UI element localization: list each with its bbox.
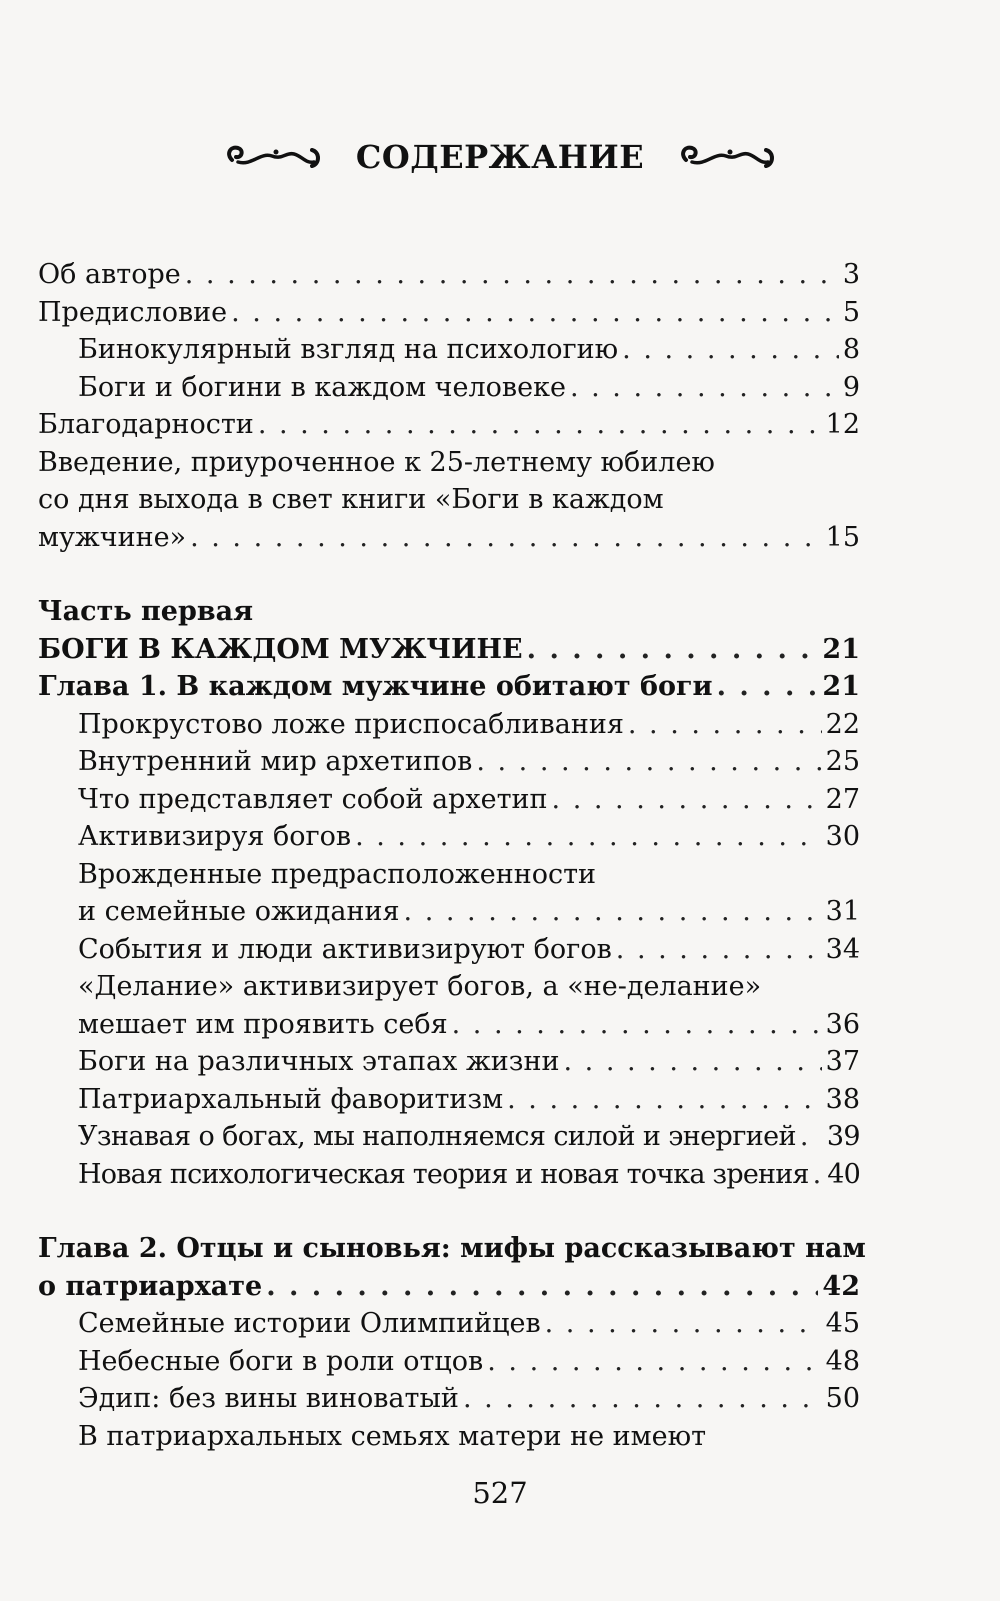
ornament-left-icon (224, 140, 322, 174)
toc-entry-ch1-s1[interactable]: Прокрустово ложе приспосабливания . . . 22 (38, 706, 860, 744)
leader-dots (570, 369, 839, 407)
toc-entry-preface[interactable]: Предисловие . . . 5 (38, 294, 860, 332)
toc-entry-ch1-s8[interactable]: Боги на различных этапах жизни . . . 37 (38, 1043, 860, 1081)
leader-dots (564, 1043, 822, 1081)
toc-entry-binocular[interactable]: Бинокулярный взгляд на психологию . . . 8 (38, 331, 860, 369)
leader-dots (487, 1343, 821, 1381)
leader-dots (266, 1268, 818, 1306)
page-ref: 42 (822, 1270, 860, 1302)
page-ref: 36 (825, 1008, 860, 1040)
toc-entry-ch2-s4-line1[interactable]: В патриархальных семьях матери не имеют (78, 1420, 707, 1452)
page-ref: 37 (825, 1046, 860, 1077)
toc-entry-ch1-s3[interactable]: Что представляет собой архетип . . . 27 (38, 781, 860, 819)
page-ref: 45 (825, 1308, 860, 1339)
leader-dots (628, 706, 822, 744)
leader-dots (813, 1156, 824, 1194)
leader-dots (507, 1081, 822, 1119)
leader-dots (622, 331, 839, 369)
leader-dots (463, 1380, 822, 1418)
toc-entry-about-author[interactable]: Об авторе . . . 3 (38, 256, 860, 294)
page-ref: 9 (842, 371, 860, 403)
toc-entry-gods-goddesses[interactable]: Боги и богини в каждом человеке . . . 9 (38, 369, 860, 407)
leader-dots (552, 781, 822, 819)
leader-dots (231, 294, 839, 332)
toc-entry-ch1-s10[interactable]: Узнавая о богах, мы наполняемся силой и энергией . . . 39 (38, 1118, 860, 1156)
table-of-contents (38, 256, 866, 1455)
toc-entry-ch1-s11[interactable]: Новая психологическая теория и новая точка зрения . . . 40 (38, 1156, 860, 1194)
leader-dots (800, 1118, 823, 1156)
leader-dots (185, 256, 839, 294)
toc-entry-ch1-s7-line1[interactable]: «Делание» активизирует богов, а «не-делание» (78, 971, 762, 1002)
page-ref: 5 (842, 296, 860, 328)
page-ref: 48 (825, 1345, 860, 1377)
page-ref: 21 (822, 633, 860, 665)
page-ref: 3 (842, 259, 860, 290)
toc-entry-chapter1[interactable]: Глава 1. В каждом мужчине обитают боги . . . 21 (38, 668, 860, 706)
leader-dots (258, 406, 822, 444)
toc-entry-ch1-s5-line1[interactable]: Врожденные предрасположенности (78, 858, 597, 890)
page-ref: 30 (825, 821, 860, 852)
toc-entry-ch2-s2[interactable]: Небесные боги в роли отцов . . . 48 (38, 1343, 860, 1381)
contents-heading (0, 138, 1000, 176)
part-label: Часть первая (38, 596, 254, 627)
toc-entry-ch2-s3[interactable]: Эдип: без вины виноватый . . . 50 (38, 1380, 860, 1418)
toc-entry-intro-line1[interactable]: Введение, приуроченное к 25-летнему юбилею (38, 446, 715, 478)
page-ref: 39 (826, 1121, 860, 1152)
toc-entry-ch1-s2[interactable]: Внутренний мир архетипов . . . 25 (38, 743, 860, 781)
leader-dots (717, 668, 819, 706)
leader-dots (527, 631, 819, 669)
leader-dots (616, 931, 822, 969)
toc-entry-ch1-s6[interactable]: События и люди активизируют богов . . . 34 (38, 931, 860, 969)
toc-entry-part1[interactable]: БОГИ В КАЖДОМ МУЖЧИНЕ . . . 21 (38, 631, 860, 669)
toc-entry-chapter2-line2[interactable]: о патриархате . . . 42 (38, 1268, 860, 1306)
toc-entry-thanks[interactable]: Благодарности . . . 12 (38, 406, 860, 444)
page-ref: 34 (825, 933, 860, 965)
toc-entry-intro-line2[interactable]: со дня выхода в свет книги «Боги в каждом (38, 484, 664, 515)
toc-entry-ch1-s9[interactable]: Патриархальный фаворитизм . . . 38 (38, 1081, 860, 1119)
ornament-right-icon (678, 140, 776, 174)
page-ref: 50 (825, 1383, 860, 1414)
leader-dots (355, 818, 822, 856)
leader-dots (545, 1305, 822, 1343)
toc-entry-ch2-s1[interactable]: Семейные истории Олимпийцев . . . 45 (38, 1305, 860, 1343)
toc-entry-ch1-s7-line2[interactable]: мешает им проявить себя . . . 36 (38, 1006, 860, 1044)
leader-dots (404, 893, 822, 931)
leader-dots (452, 1006, 822, 1044)
toc-entry-intro-line3[interactable]: мужчине» . . . 15 (38, 519, 860, 557)
toc-entry-ch1-s4[interactable]: Активизируя богов . . . 30 (38, 818, 860, 856)
toc-entry-chapter2-line1[interactable]: Глава 2. Отцы и сыновья: мифы рассказывают нам (38, 1233, 866, 1264)
page-ref: 21 (822, 671, 860, 702)
page-ref: 31 (825, 896, 860, 927)
page-title: СОДЕРЖАНИЕ (355, 138, 645, 176)
page-ref: 12 (825, 409, 860, 440)
toc-entry-ch1-s5-line2[interactable]: и семейные ожидания . . . 31 (38, 893, 860, 931)
leader-dots (190, 519, 822, 557)
page-number: 527 (472, 1476, 528, 1510)
page-ref: 38 (825, 1083, 860, 1115)
page-ref: 27 (825, 783, 860, 815)
page-ref: 15 (825, 521, 860, 553)
page-ref: 22 (825, 708, 860, 740)
page-ref: 25 (825, 746, 860, 777)
page-ref: 40 (827, 1158, 860, 1190)
page-ref: 8 (842, 334, 860, 365)
leader-dots (476, 743, 821, 781)
